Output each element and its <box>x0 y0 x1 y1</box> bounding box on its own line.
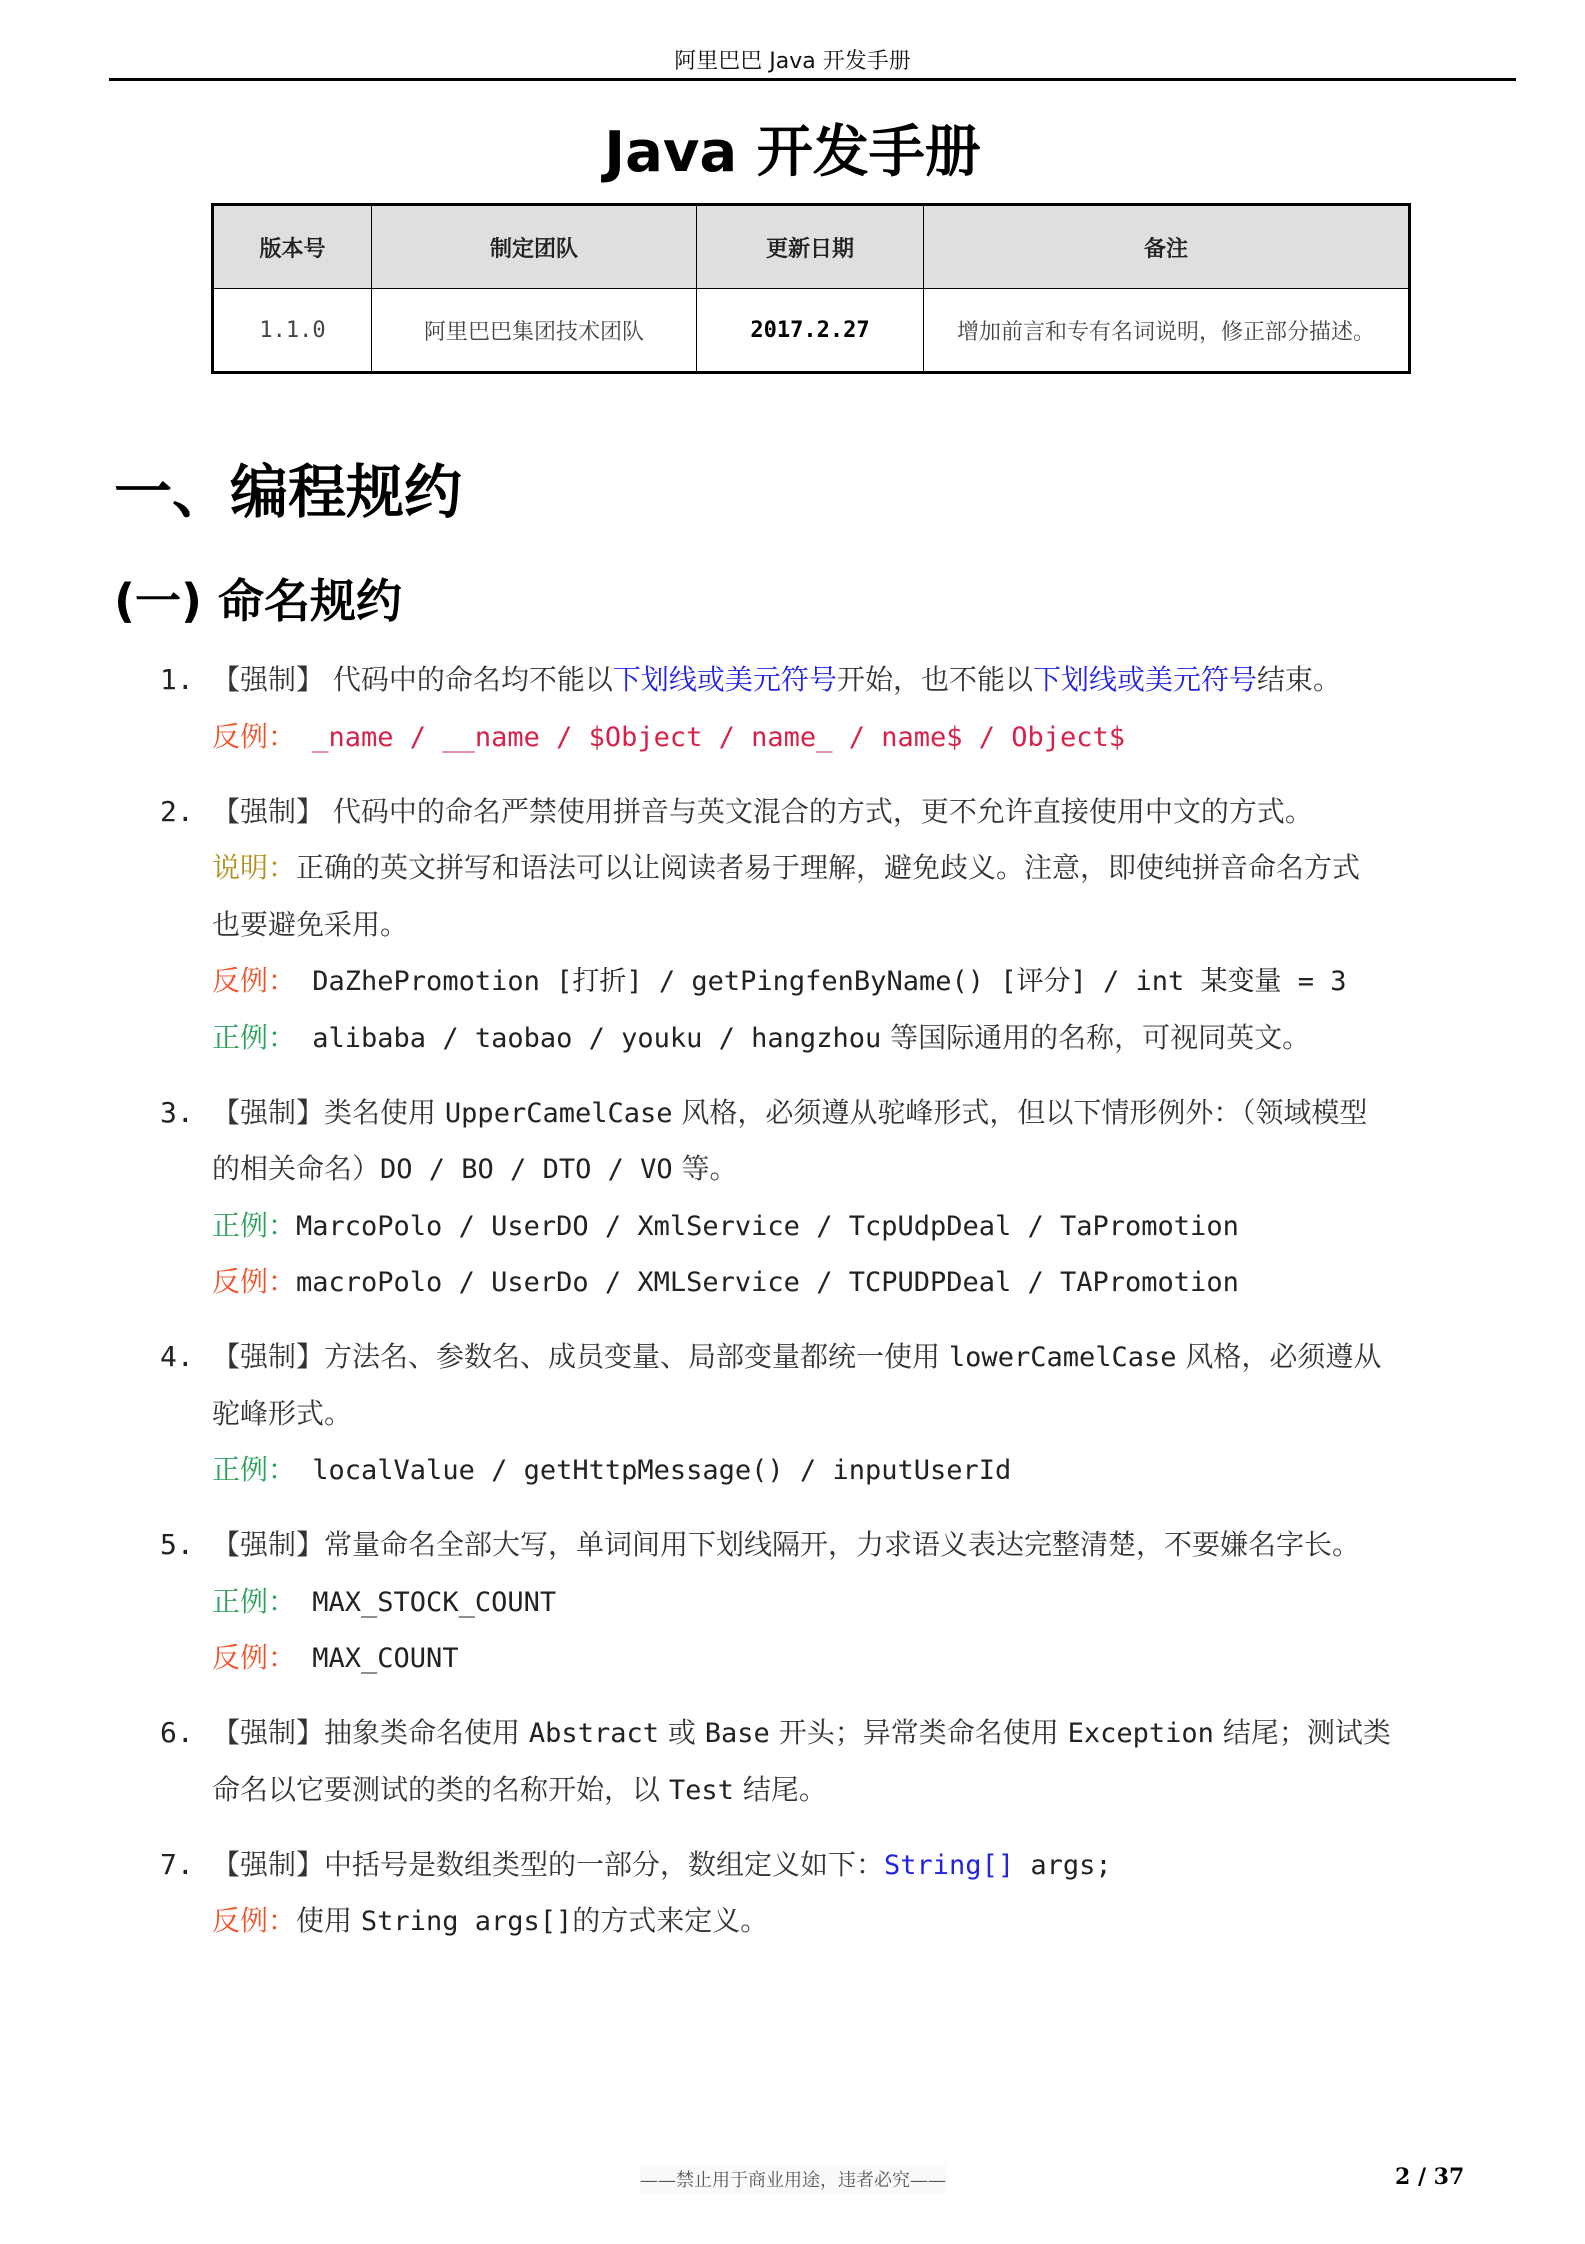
footer-notice: ——禁止用于商业用途，违者必究—— <box>640 2164 946 2194</box>
code-text: MAX_STOCK_COUNT <box>296 1586 557 1618</box>
rule-number: 1. <box>160 663 194 696</box>
rule-item <box>160 792 1313 832</box>
rule-line <box>212 717 1125 757</box>
counter-example-label: 反例： <box>212 719 297 753</box>
code-text: MarcoPolo / UserDO / XmlService / TcpUdpDeal / TaPromotion <box>296 1210 1239 1242</box>
highlight-text: 下划线或美元符号 <box>612 663 837 696</box>
rule-text: 方法名、参数名、成员变量、局部变量都统一使用 <box>324 1340 949 1373</box>
note-label: 说明： <box>212 851 297 884</box>
rule-number: 5. <box>160 1528 194 1561</box>
mandatory-tag: 【强制】 <box>212 663 325 696</box>
rule-line <box>212 1770 827 1810</box>
rule-number: 3. <box>160 1095 194 1129</box>
col-date: 更新日期 <box>697 205 924 289</box>
code-text: String[] <box>884 1849 1015 1881</box>
rule-line <box>212 1262 1239 1302</box>
rule-number: 2. <box>160 794 194 828</box>
code-text: DaZhePromotion [打折] / getPingfenByName() [评分] / int 某变量 = 3 <box>296 966 1347 997</box>
rule-text: 的方式来定义。 <box>572 1904 769 1937</box>
mandatory-tag: 【强制】 <box>212 1340 325 1373</box>
rule-text: 结尾。 <box>733 1772 827 1806</box>
page-number: 2 / 37 <box>1395 2164 1465 2190</box>
rule-text: 结束。 <box>1256 663 1341 696</box>
rule-text: 中括号是数组类型的一部分，数组定义如下： <box>324 1847 885 1881</box>
section-heading: (一) 命名规约 <box>114 574 403 628</box>
counter-example-label: 反例： <box>212 1265 297 1298</box>
rule-item <box>160 660 1341 700</box>
code-text: macroPolo / UserDo / XMLService / TCPUDPDeal / TAPromotion <box>296 1267 1239 1298</box>
version-table <box>211 203 1411 374</box>
col-notes: 备注 <box>924 205 1410 289</box>
rule-text: 开始，也不能以 <box>836 663 1033 696</box>
rule-text: 风格，必须遵从驼峰形式，但以下情形例外：（领域模型 <box>672 1095 1368 1129</box>
code-text: Exception <box>1067 1718 1214 1749</box>
code-text: lowerCamelCase <box>948 1342 1177 1373</box>
rule-text: 使用 <box>296 1904 361 1937</box>
code-text: alibaba / taobao / youku / hangzhou <box>296 1022 882 1054</box>
rule-line <box>212 1206 1239 1246</box>
rule-text: 等。 <box>672 1152 738 1185</box>
mandatory-tag: 【强制】 <box>212 794 325 828</box>
rule-item <box>160 1525 1361 1565</box>
code-text: Test <box>668 1774 734 1806</box>
rule-text: 抽象类命名使用 <box>324 1716 529 1749</box>
table-row <box>213 289 1410 373</box>
mandatory-tag: 【强制】 <box>212 1095 325 1129</box>
rule-text: 命名以它要测试的类的名称开始，以 <box>212 1772 669 1806</box>
counter-example-label: 反例： <box>212 1904 297 1937</box>
rule-text: 结尾；测试类 <box>1213 1716 1391 1749</box>
rule-text: 风格，必须遵从 <box>1176 1340 1382 1373</box>
rule-text: 或 <box>658 1716 705 1749</box>
counter-example-label: 反例： <box>212 964 297 997</box>
header-divider <box>109 78 1516 81</box>
example-label: 正例： <box>212 1453 297 1486</box>
rule-number: 6. <box>160 1716 194 1749</box>
code-text: localValue / getHttpMessage() / inputUserId <box>296 1455 1012 1486</box>
cell-notes: 增加前言和专有名词说明，修正部分描述。 <box>924 289 1410 373</box>
code-text: DO / BO / DTO / VO <box>380 1154 673 1185</box>
example-label: 正例： <box>212 1208 297 1242</box>
cell-date: 2017.2.27 <box>697 289 924 373</box>
running-header: 阿里巴巴 Java 开发手册 <box>674 49 911 74</box>
document-title: Java 开发手册 <box>604 120 981 185</box>
rule-line <box>212 1450 1011 1490</box>
rule-text: 正确的英文拼写和语法可以让阅读者易于理解，避免歧义。注意，即使纯拼音命名方式 <box>296 851 1361 884</box>
rule-item <box>160 1337 1382 1377</box>
rule-line <box>212 848 1360 888</box>
cell-team: 阿里巴巴集团技术团队 <box>372 289 697 373</box>
col-version: 版本号 <box>213 205 372 289</box>
code-text: Abstract <box>528 1718 659 1749</box>
code-text: Base <box>704 1718 770 1749</box>
rule-item <box>160 1713 1391 1753</box>
rule-text: 常量命名全部大写，单词间用下划线隔开，力求语义表达完整清楚，不要嫌名字长。 <box>324 1528 1361 1561</box>
rule-line <box>212 1638 459 1678</box>
rule-line <box>212 1394 352 1434</box>
rule-text: 也要避免采用。 <box>212 907 409 941</box>
rule-line <box>212 905 408 945</box>
rule-number: 7. <box>160 1847 194 1881</box>
rule-text: 开头；异常类命名使用 <box>769 1716 1068 1749</box>
rule-text: 等国际通用的名称，可视同英文。 <box>881 1020 1311 1054</box>
rule-text: 的相关命名） <box>212 1152 381 1185</box>
rule-line <box>212 1901 768 1941</box>
rule-item <box>160 1845 1112 1885</box>
mandatory-tag: 【强制】 <box>212 1528 325 1561</box>
rule-text: 代码中的命名严禁使用拼音与英文混合的方式，更不允许直接使用中文的方式。 <box>324 794 1313 828</box>
code-text: MAX_COUNT <box>296 1643 459 1674</box>
rule-text: 驼峰形式。 <box>212 1396 353 1430</box>
mandatory-tag: 【强制】 <box>212 1847 325 1881</box>
counter-example-label: 反例： <box>212 1641 297 1674</box>
col-team: 制定团队 <box>372 205 697 289</box>
rule-line <box>212 961 1347 1001</box>
table-header-row <box>213 205 1410 289</box>
example-label: 正例： <box>212 1584 297 1618</box>
rule-text: 类名使用 <box>324 1095 445 1129</box>
rule-line <box>212 1018 1310 1058</box>
code-text: _name / __name / $Object / name_ / name$ / Object$ <box>296 721 1126 753</box>
code-text: args; <box>1014 1849 1112 1881</box>
rule-text: 代码中的命名均不能以 <box>324 663 613 696</box>
highlight-text: 下划线或美元符号 <box>1032 663 1257 696</box>
code-text: String args[] <box>360 1906 573 1937</box>
code-text: UpperCamelCase <box>444 1097 673 1129</box>
rule-item <box>160 1093 1368 1133</box>
example-label: 正例： <box>212 1020 297 1054</box>
rule-line <box>212 1149 738 1189</box>
cell-version: 1.1.0 <box>213 289 372 373</box>
rule-line <box>212 1582 556 1622</box>
chapter-heading: 一、编程规约 <box>114 458 463 526</box>
mandatory-tag: 【强制】 <box>212 1716 325 1749</box>
rule-number: 4. <box>160 1340 194 1373</box>
